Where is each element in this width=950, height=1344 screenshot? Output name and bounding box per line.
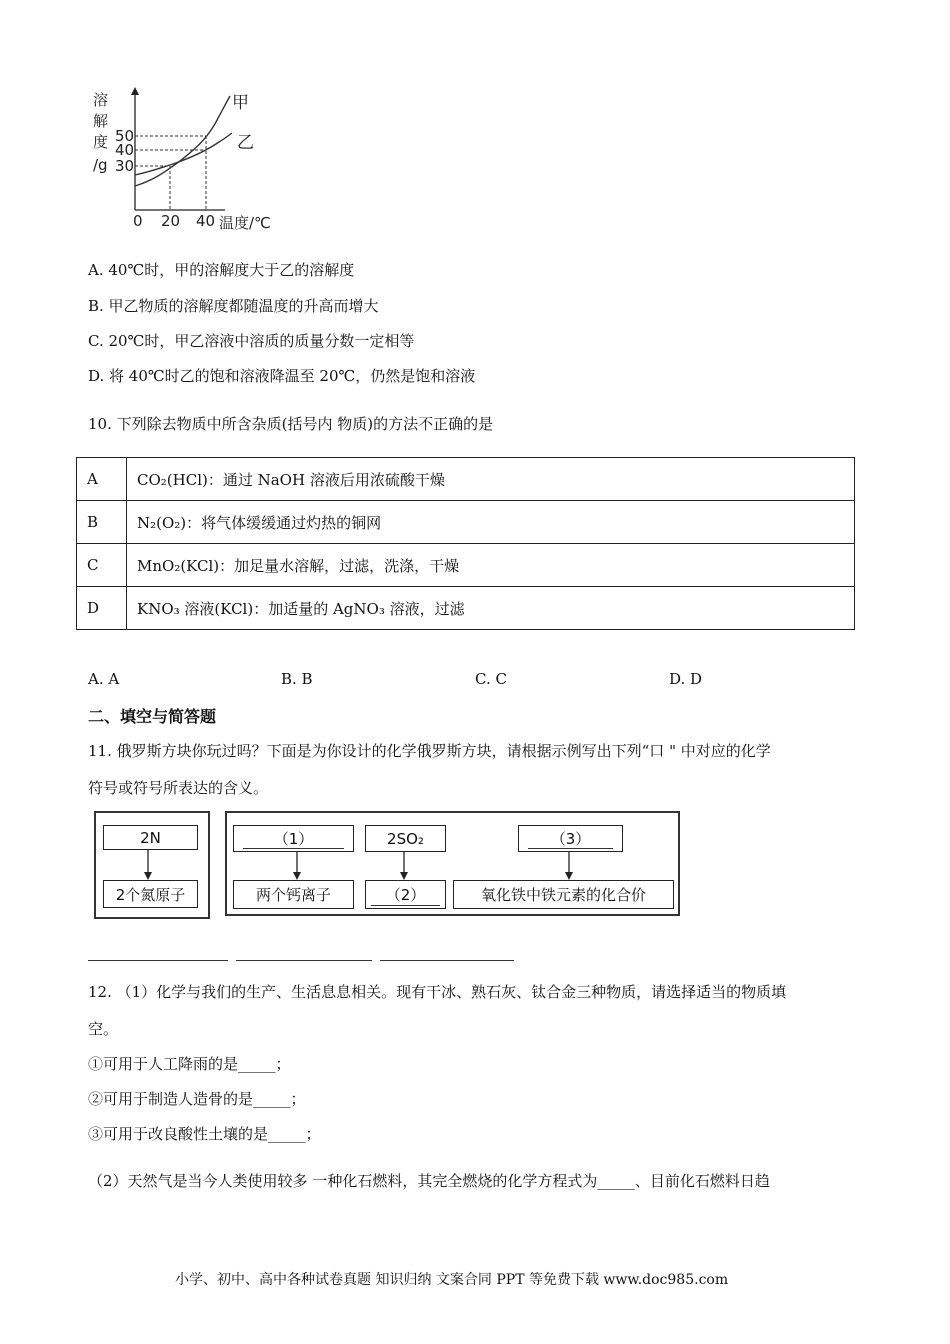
y-tick-50: 50 — [115, 127, 135, 145]
q10-answer-b: B. B — [281, 670, 313, 688]
series-label-yi: 乙 — [237, 133, 254, 153]
y-tick-30: 30 — [115, 157, 135, 175]
blank-2-box: （2） — [365, 880, 446, 909]
so2-box: 2SO₂ — [365, 825, 446, 852]
y-axis-label-4: /g — [93, 156, 108, 174]
q10-answer-d: D. D — [669, 670, 703, 688]
q9-option-a: A. 40℃时，甲的溶解度大于乙的溶解度 — [88, 261, 355, 279]
y-axis-label-3: 度 — [93, 133, 109, 151]
row-key: C — [77, 544, 127, 587]
q12-item3: ③可用于改良酸性土壤的是_____； — [88, 1125, 321, 1143]
row-text: MnO₂(KCl)：加足量水溶解，过滤，洗涤，干燥 — [127, 544, 855, 587]
q10-answer-a: A. A — [88, 670, 120, 688]
ions-box: 两个钙离子 — [233, 880, 354, 909]
q12-line1: 12. （1）化学与我们的生产、生活息息相关。现有干冰、熟石灰、钛合金三种物质，请选择适当的物质填 — [88, 983, 787, 1001]
q12-line2: 空。 — [88, 1020, 119, 1038]
row-key: D — [77, 587, 127, 630]
row-key: B — [77, 501, 127, 544]
q9-option-d: D. 将 40℃时乙的饱和溶液降温至 20℃，仍然是饱和溶液 — [88, 367, 476, 385]
q11-line1: 11. 俄罗斯方块你玩过吗？下面是为你设计的化学俄罗斯方块，请根据示例写出下列“口 " 中对应的化学 — [88, 742, 771, 760]
series-label-jia: 甲 — [232, 93, 249, 113]
x-axis-label: 温度/℃ — [219, 214, 271, 232]
y-tick-40: 40 — [115, 141, 135, 159]
row-text: KNO₃ 溶液(KCl)：加适量的 AgNO₃ 溶液，过滤 — [127, 587, 855, 630]
row-text: CO₂(HCl)：通过 NaOH 溶液后用浓硫酸干燥 — [127, 458, 855, 501]
answer-blank-2 — [236, 960, 372, 961]
section-title: 二、填空与简答题 — [88, 707, 217, 726]
arrow-head-1 — [293, 872, 301, 880]
example-top-box: 2N — [103, 825, 198, 850]
q12-part2: （2）天然气是当今人类使用较多 一种化石燃料，其完全燃烧的化学方程式为_____、目前化石燃料日趋 — [88, 1172, 770, 1190]
valence-box: 氧化铁中铁元素的化合价 — [453, 880, 674, 909]
arrow-head-example — [144, 872, 152, 880]
y-axis-label-1: 溶 — [93, 91, 109, 109]
blank-3-box: （3） — [518, 825, 623, 852]
q11-line2: 符号或符号所表达的含义。 — [88, 779, 269, 797]
y-axis-label-2: 解 — [93, 112, 109, 130]
page-footer: 小学、初中、高中各种试卷真题 知识归纳 文案合同 PPT 等免费下载 www.doc985.com — [175, 1272, 729, 1288]
answer-blank-3 — [380, 960, 514, 961]
arrow-head-2 — [400, 872, 408, 880]
arrow-head-3 — [565, 872, 573, 880]
row-text: N₂(O₂)：将气体缓缓通过灼热的铜网 — [127, 501, 855, 544]
x-tick-0: 0 — [133, 212, 143, 230]
q9-option-c: C. 20℃时，甲乙溶液中溶质的质量分数一定相等 — [88, 332, 415, 350]
example-bottom-box: 2个氮原子 — [103, 880, 198, 908]
x-tick-40: 40 — [196, 212, 216, 230]
q9-option-b: B. 甲乙物质的溶解度都随温度的升高而增大 — [88, 297, 379, 315]
blank-1-box: （1） — [233, 825, 354, 852]
q12-item2: ②可用于制造人造骨的是_____； — [88, 1090, 306, 1108]
row-key: A — [77, 458, 127, 501]
x-tick-20: 20 — [161, 212, 181, 230]
answer-blank-1 — [88, 960, 228, 961]
q10-stem: 10. 下列除去物质中所含杂质(括号内 物质)的方法不正确的是 — [88, 415, 494, 433]
q12-item1: ①可用于人工降雨的是_____； — [88, 1055, 291, 1073]
q10-answer-c: C. C — [475, 670, 507, 688]
